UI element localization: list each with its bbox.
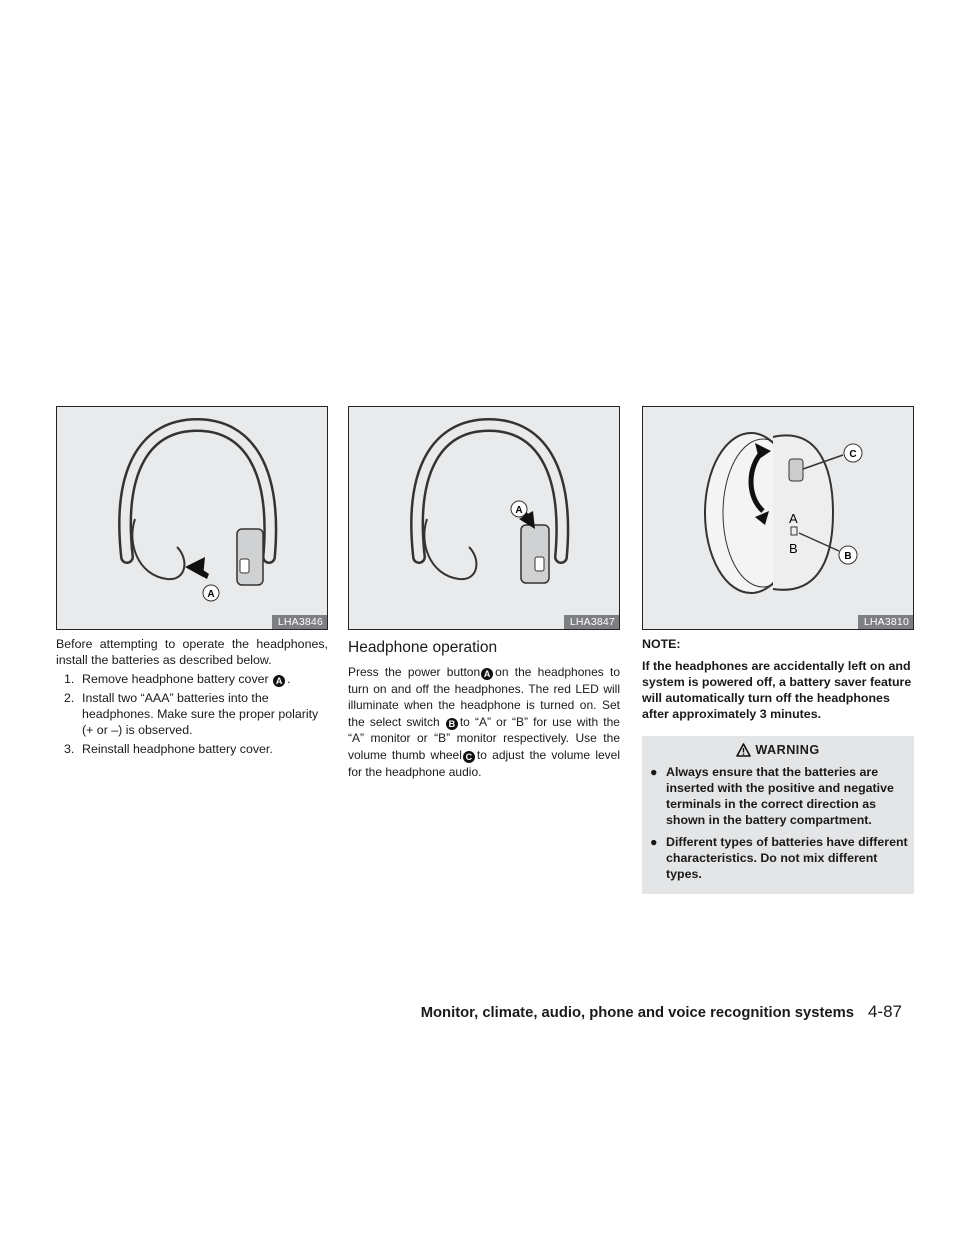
svg-text:C: C [849,449,857,460]
step-item: 1. Remove headphone battery cover A . [64,672,291,686]
figure-battery-cover [56,406,328,630]
step-item: 3. Reinstall headphone battery cover. [64,742,273,756]
step-list [56,671,328,757]
figure-code: LHA3810 [858,615,913,629]
marker-b-icon: B [446,718,458,730]
warning-header: WARNING [648,742,908,758]
note-title: NOTE: [642,637,681,651]
footer-section-title: Monitor, climate, audio, phone and voice recognition systems [420,1005,854,1021]
headphone-operation-section [348,636,620,780]
svg-text:A: A [207,589,215,600]
svg-text:A: A [515,505,523,516]
marker-c-icon: C [463,751,475,763]
operation-text: Press the power button A on the headphones to turn on and off the headphones. The red LED will illuminate when the headphone is turned on. Set the select switch B to “A” or “B” for use with the “A” monitor or “B” monitor respectively. Use the volume thumb wheel C to adjust the volume level for the headphone audio. [348,665,621,779]
page-number: 4-87 [867,1002,902,1021]
note-body: If the headphones are accidentally left on and system is powered off, a battery saver feature will automatically turn off the headphones after approximately 3 minutes. [642,659,912,721]
battery-install-section [56,636,328,757]
warning-box [642,736,914,894]
headphone-illustration-1 [57,407,327,613]
figure-power-button [348,406,620,630]
warning-list [648,764,908,882]
svg-text:B: B [789,541,798,556]
svg-text:A: A [789,511,798,526]
figure-code: LHA3847 [564,615,619,629]
note-warning-section [642,636,914,894]
marker-a-icon: A [273,675,285,687]
intro-text: Before attempting to operate the headphones, install the batteries as described below. [56,637,328,667]
warning-icon [736,743,751,757]
warning-item: ● Always ensure that the batteries are inserted with the positive and negative terminals in the correct direction as shown in the battery compartment. [650,765,894,827]
figure-code: LHA3846 [272,615,327,629]
earcup-illustration [643,407,913,613]
section-title: Headphone operation [348,639,498,656]
headphone-illustration-2 [349,407,619,613]
svg-text:B: B [844,551,852,562]
marker-a-icon: A [481,668,493,680]
warning-item: ● Different types of batteries have different characteristics. Do not mix different types. [650,835,908,881]
figure-select-switch [642,406,914,630]
step-item: 2. Install two “AAA” batteries into the headphones. Make sure the proper polarity (+ or –) is observed. [64,691,319,737]
